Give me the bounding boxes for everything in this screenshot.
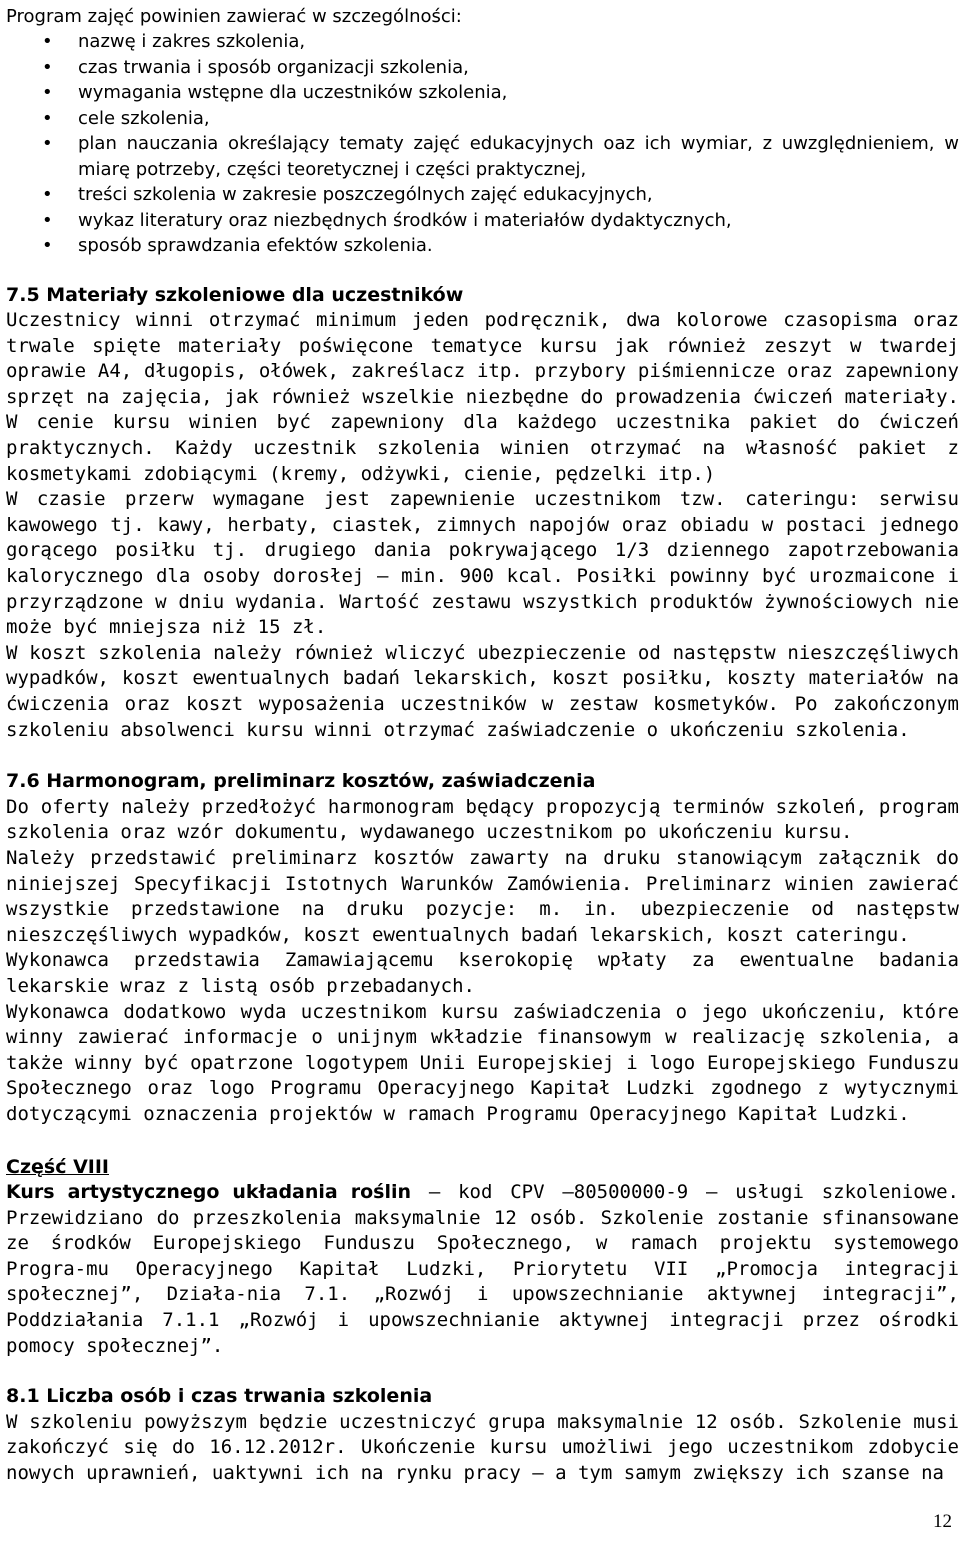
section-heading-8-1: 8.1 Liczba osób i czas trwania szkolenia	[6, 1385, 433, 1408]
bullet-icon: •	[42, 184, 53, 205]
paragraph: W szkoleniu powyższym będzie uczestniczyć grupa maksymalnie 12 osób. Szkolenie musi zakończyć się do 16.12.2012r. Ukończenie kursu umożliwi jego uczestnikom zdobycie nowych uprawnień, uaktywni ich na rynku pracy – a tym samym zwiększy ich szanse na	[6, 1410, 959, 1485]
list-item: • cele szkolenia,	[6, 106, 959, 132]
paragraph: Wykonawca przedstawia Zamawiającemu kserokopię wpłaty za ewentualne badania lekarskie wraz z listą osób przebadanych.	[6, 949, 959, 997]
paragraph: Uczestnicy winni otrzymać minimum jeden podręcznik, dwa kolorowe czasopisma oraz trwale spięte materiały poświęcone tematyce kursu jak również zeszyt w twardej oprawie A4, długopis, ołówek, zakreślacz itp. przybory piśmiennicze oraz zapewniony sprzęt na zajęcia, jak również wszelkie niezbędne do prowadzenia ćwiczeń materiały. W cenie kursu winien być zapewniony dla każdego uczestnika pakiet do ćwiczeń praktycznych. Każdy uczestnik szkolenia winien otrzymać na własność pakiet z kosmetykami zdobiącymi (kremy, odżywki, cienie, pędzelki itp.)	[6, 309, 959, 485]
paragraph: Wykonawca dodatkowo wyda uczestnikom kursu zaświadczenia o jego ukończeniu, które winny zawierać informacje o unijnym wkładzie finansowym w realizację szkolenia, a także winny być opatrzone logotypem Unii Europejskiej i logo Europejskiego Funduszu Społecznego oraz logo Programu Operacyjnego Kapitał Ludzki zgodnego z wytycznymi dotyczącymi oznaczenia projektów w ramach Programu Operacyjnego Kapitał Ludzki.	[6, 1000, 959, 1125]
section-heading-7-6: 7.6 Harmonogram, preliminarz kosztów, zaświadczenia	[6, 770, 596, 793]
paragraph: Do oferty należy przedłożyć harmonogram będący propozycją terminów szkoleń, program szkolenia oraz wzór dokumentu, wydawanego uczestnikom po ukończeniu kursu.	[6, 795, 959, 844]
bullet-icon: •	[42, 107, 53, 129]
bullet-icon: •	[42, 235, 53, 256]
part-title: Część VIII	[6, 1155, 109, 1178]
bullet-icon: •	[42, 209, 53, 231]
program-requirements-list	[6, 29, 959, 259]
bullet-icon: •	[42, 133, 53, 154]
list-item: • czas trwania i sposób organizacji szkolenia,	[6, 55, 959, 81]
paragraph: Należy przedstawić preliminarz kosztów zawarty na druku stanowiącym załącznik do niniejszej Specyfikacji Istotnych Warunków Zamówienia. Preliminarz winien zawierać wszystkie przedstawione na druku pozycje: m. in. ubezpieczenie od następstw nieszczęśliwych wypadków, koszt ewentualnych badań lekarskich, koszt cateringu.	[6, 846, 959, 946]
paragraph: W koszt szkolenia należy również wliczyć ubezpieczenie od następstw nieszczęśliwych wypadków, koszt ewentualnych badań lekarskich, koszt posiłku, koszty materiałów na ćwiczenia oraz koszt wyposażenia uczestników w zestaw kosmetyków. Po zakończonym szkoleniu absolwenci kursu winni otrzymać zaświadczenie o ukończeniu szkolenia.	[6, 641, 959, 741]
document-page	[6, 0, 959, 1487]
intro-line: Program zajęć powinien zawierać w szczególności:	[6, 6, 462, 27]
bullet-icon: •	[42, 31, 53, 52]
list-item: • wymagania wstępne dla uczestników szkolenia,	[6, 80, 959, 106]
bullet-icon: •	[42, 82, 53, 103]
list-item: • nazwę i zakres szkolenia,	[6, 29, 959, 55]
page-number: 12	[933, 1511, 952, 1532]
list-item: • wykaz literatury oraz niezbędnych środków i materiałów dydaktycznych,	[6, 208, 959, 234]
bullet-icon: •	[42, 56, 53, 78]
course-name: Kurs artystycznego układania roślin	[6, 1181, 412, 1204]
list-item: • plan nauczania określający tematy zajęć edukacyjnych oaz ich wymiar, z uwzględnieniem, w miarę potrzeby, części teoretycznej i części praktycznej,	[42, 133, 959, 180]
list-item: • treści szkolenia w zakresie poszczególnych zajęć edukacyjnych,	[6, 182, 959, 208]
section-heading-7-5: 7.5 Materiały szkoleniowe dla uczestników	[6, 283, 464, 306]
list-item: • sposób sprawdzania efektów szkolenia.	[6, 233, 959, 259]
course-details: – kod CPV –80500000-9 – usługi szkoleniowe. Przewidziano do przeszkolenia maksymalnie 12 osób. Szkolenie zostanie sfinansowane ze środków Europejskiego Funduszu Społecznego, w ramach projektu systemowego Progra-mu Operacyjnego Kapitał Ludzki, Priorytetu VII „Promocja integracji społecznej”, Działa-nia 7.1. „Rozwój i upowszechnianie aktywnej integracji”, Poddziałania 7.1.1 „Rozwój i upowszechnianie aktywnej integracji przez ośrodki pomocy społecznej”.	[6, 1181, 959, 1357]
part-description	[6, 1180, 959, 1359]
paragraph: W czasie przerw wymagane jest zapewnienie uczestnikom tzw. cateringu: serwisu kawowego tj. kawy, herbaty, ciastek, zimnych napojów oraz obiadu w postaci jednego gorącego posiłku tj. drugiego dania pokrywającego 1/3 dziennego zapotrzebowania kalorycznego dla osoby dorosłej – min. 900 kcal. Posiłki powinny być urozmaicone i przyrządzone w dniu wydania. Wartość zestawu wszystkich produktów żywnościowych nie może być mniejsza niż 15 zł.	[6, 488, 959, 639]
